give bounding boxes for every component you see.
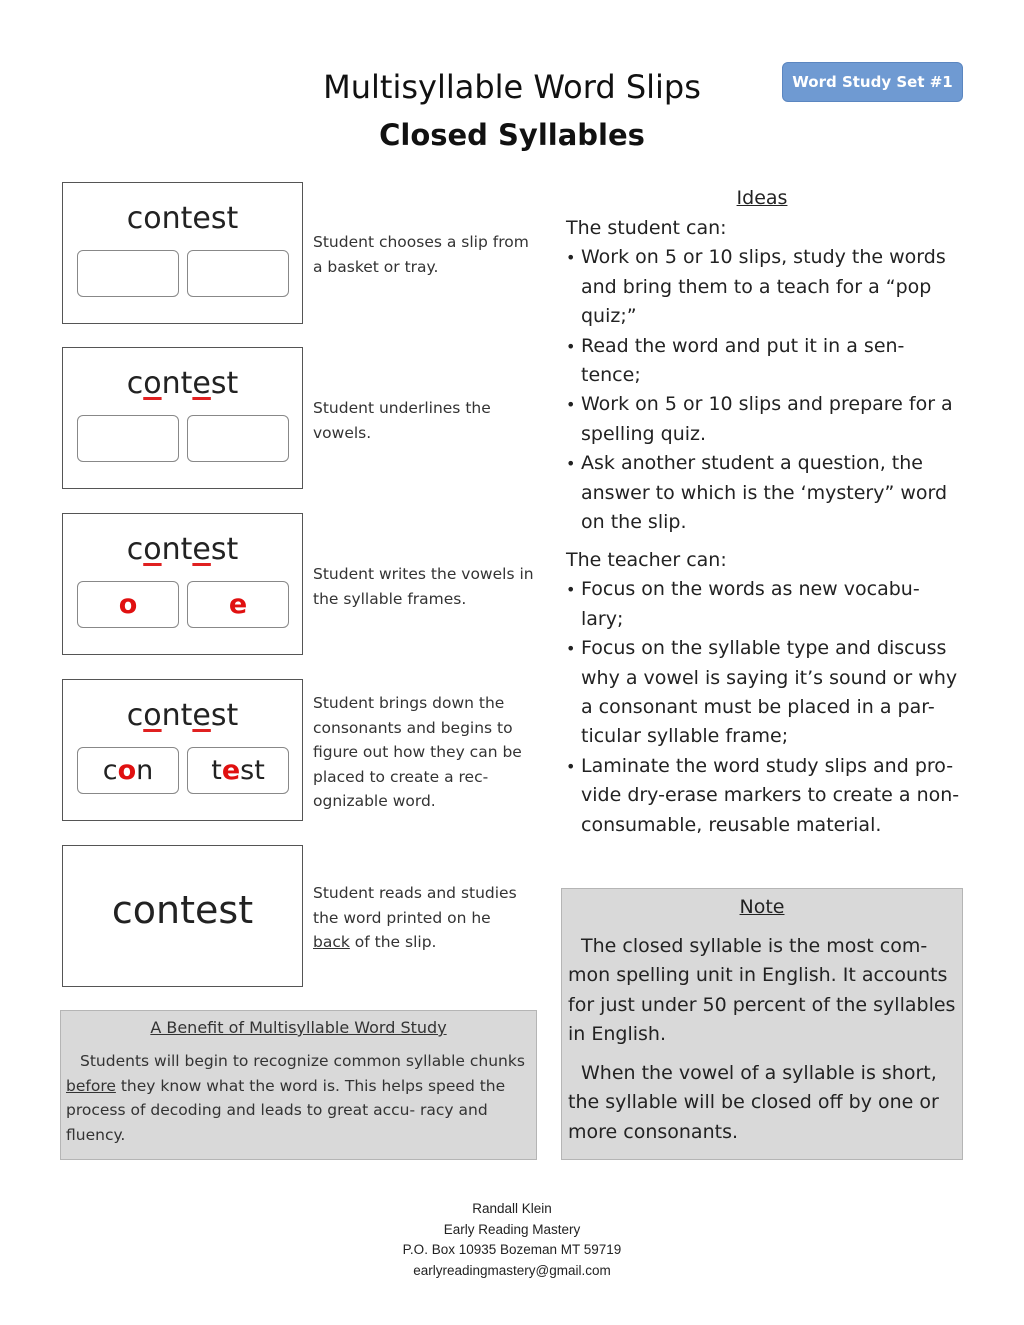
syllable-frame-left [77,250,179,297]
word-slip-4 [62,679,303,821]
list-item: • Work on 5 or 10 slips, study the words and bring them to a teach for a “pop quiz;” [566,243,966,331]
syllable-frame-right [187,415,289,462]
benefit-panel [60,1010,537,1160]
syllable-frame-left [77,581,179,628]
syllable-frame-left: c o n [77,747,179,794]
syllable-frame-right [187,581,289,628]
note-paragraph-2: When the vowel of a syllable is short, the syllable will be closed off by one or more consonants. [568,1062,939,1143]
vowel-e: e [228,589,248,620]
set-badge: Word Study Set #1 [782,62,963,102]
step-caption-3: Student writes the vowels in the syllable frames. [313,565,534,608]
teacher-lead: The teacher can: [566,549,727,571]
slip-word: contest [126,201,239,236]
list-item: • Focus on the words as new vocabu- lary; [566,575,966,634]
note-heading: Note [739,896,785,918]
student-ideas [566,214,966,537]
syllable-frame-left [77,415,179,462]
step-caption-2: Student underlines the vowels. [313,399,491,442]
slip-word: contest [126,698,239,733]
syllable-frame-right: t e st [187,747,289,794]
step-caption-4: Student brings down the consonants and begins to figure out how they can be placed to create a rec- ognizable word. [313,694,522,810]
word-slip-5 [62,845,303,987]
step-caption-5: Student reads and studies the word printed on he back of the slip. [313,884,517,951]
page-subtitle: Closed Syllables [379,118,645,152]
page-title: Multisyllable Word Slips [323,68,701,106]
student-lead: The student can: [566,217,727,239]
vowel-o: o [118,589,138,620]
benefit-heading: A Benefit of Multisyllable Word Study [150,1018,447,1037]
slip-word: contest [126,532,239,567]
benefit-text: Students will begin to recognize common syllable chunks before they know what the word is. This helps speed the process of decoding and leads to great accu- racy and fluency. [66,1052,525,1144]
word-slip-2 [62,347,303,489]
email-address: earlyreadingmastery@gmail.com [413,1262,611,1278]
syllable-frame-right [187,250,289,297]
step-caption-1: Student chooses a slip from a basket or tray. [313,233,529,276]
organization: Early Reading Mastery [443,1221,581,1237]
mailing-address: P.O. Box 10935 Bozeman MT 59719 [402,1242,622,1257]
list-item: • Read the word and put it in a sen- tence; [566,332,966,391]
note-panel [561,888,963,1160]
footer [0,1199,1024,1281]
word-slip-3 [62,513,303,655]
slip-word: contest [126,366,239,401]
list-item: • Laminate the word study slips and pro- vide dry-erase markers to create a non-consumable, reusable material. [566,752,966,840]
slip-word-back: contest [111,888,254,932]
ideas-heading: Ideas [736,187,788,209]
list-item: • Ask another student a question, the answer to which is the ‘mystery” word on the slip. [566,449,966,537]
note-paragraph-1: The closed syllable is the most com- mon spelling unit in English. It accounts for just under 50 percent of the syllables in English. [568,935,956,1046]
list-item: • Focus on the syllable type and discuss why a vowel is saying it’s sound or why a consonant must be placed in a par- ticular syllable frame; [566,634,966,752]
teacher-ideas [566,546,966,840]
word-slip-1 [62,182,303,324]
author-name: Randall Klein [472,1201,552,1216]
list-item: • Work on 5 or 10 slips and prepare for a spelling quiz. [566,390,966,449]
